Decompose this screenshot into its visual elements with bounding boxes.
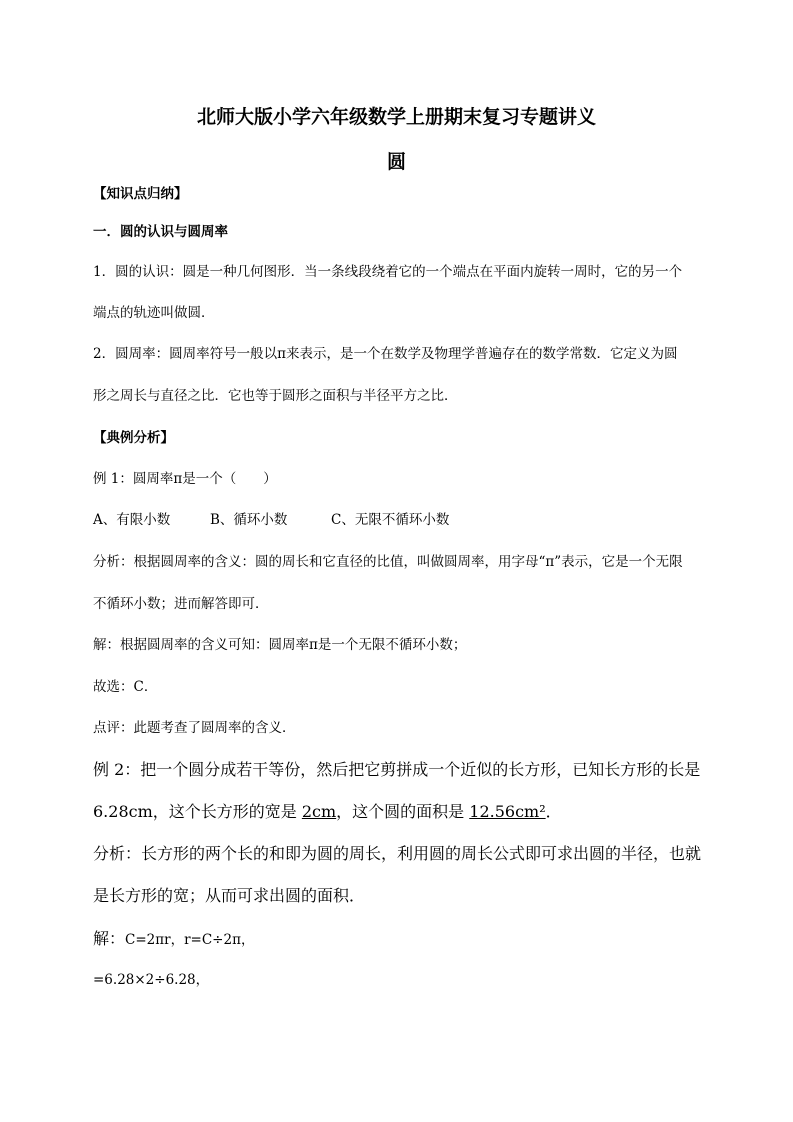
paragraph-line: 2．圆周率：圆周率符号一般以π来表示，是一个在数学及物理学普遍存在的数学常数．它定义为圆 bbox=[93, 346, 678, 362]
example2-analysis: 分析：长方形的两个长的和即为圆的周长，利用圆的周长公式即可求出圆的半径，也就 bbox=[93, 844, 702, 863]
option-a: A、有限小数 bbox=[93, 512, 171, 528]
example1-choice: 故选：C． bbox=[93, 679, 158, 695]
example1-question: 例 1：圆周率π是一个（ ） bbox=[93, 471, 277, 487]
paragraph-line: 1．圆的认识：圆是一种几何图形．当一条线段绕着它的一个端点在平面内旋转一周时，它的另一个 bbox=[93, 264, 683, 280]
example2-question: 6.28cm，这个长方形的宽是 2cm，这个圆的面积是 12.56cm²． bbox=[93, 802, 562, 821]
document-title: 北师大版小学六年级数学上册期末复习专题讲义 bbox=[196, 106, 596, 128]
answer-area: 12.56cm² bbox=[469, 802, 546, 821]
example1-analysis: 不循环小数；进而解答即可． bbox=[93, 596, 269, 612]
answer-width: 2cm bbox=[301, 802, 337, 821]
paragraph-line: 形之周长与直径之比．它也等于圆形之面积与半径平方之比． bbox=[93, 388, 458, 404]
knowledge-heading: 【知识点归纳】 bbox=[93, 186, 188, 202]
example2-solution: =6.28×2÷6.28， bbox=[93, 972, 210, 988]
paragraph-line: 端点的轨迹叫做圆． bbox=[93, 305, 215, 321]
example1-solution: 解：根据圆周率的含义可知：圆周率π是一个无限不循环小数； bbox=[93, 637, 467, 653]
example1-comment: 点评：此题考查了圆周率的含义． bbox=[93, 720, 296, 736]
example1-analysis: 分析：根据圆周率的含义：圆的周长和它直径的比值，叫做圆周率，用字母“π”表示，它是一个无限 bbox=[93, 554, 683, 570]
example2-solution: 解：C=2πr，r=C÷2π， bbox=[93, 929, 255, 948]
example2-question: 例 2：把一个圆分成若干等份，然后把它剪拼成一个近似的长方形，已知长方形的长是 bbox=[93, 760, 701, 779]
examples-heading: 【典例分析】 bbox=[93, 430, 174, 446]
section-heading: 一．圆的认识与圆周率 bbox=[93, 224, 228, 240]
example2-analysis: 是长方形的宽；从而可求出圆的面积． bbox=[93, 886, 366, 905]
option-c: C、无限不循环小数 bbox=[331, 512, 450, 528]
option-b: B、循环小数 bbox=[210, 512, 288, 528]
document-subtitle: 圆 bbox=[386, 151, 406, 173]
example1-options bbox=[93, 510, 449, 530]
